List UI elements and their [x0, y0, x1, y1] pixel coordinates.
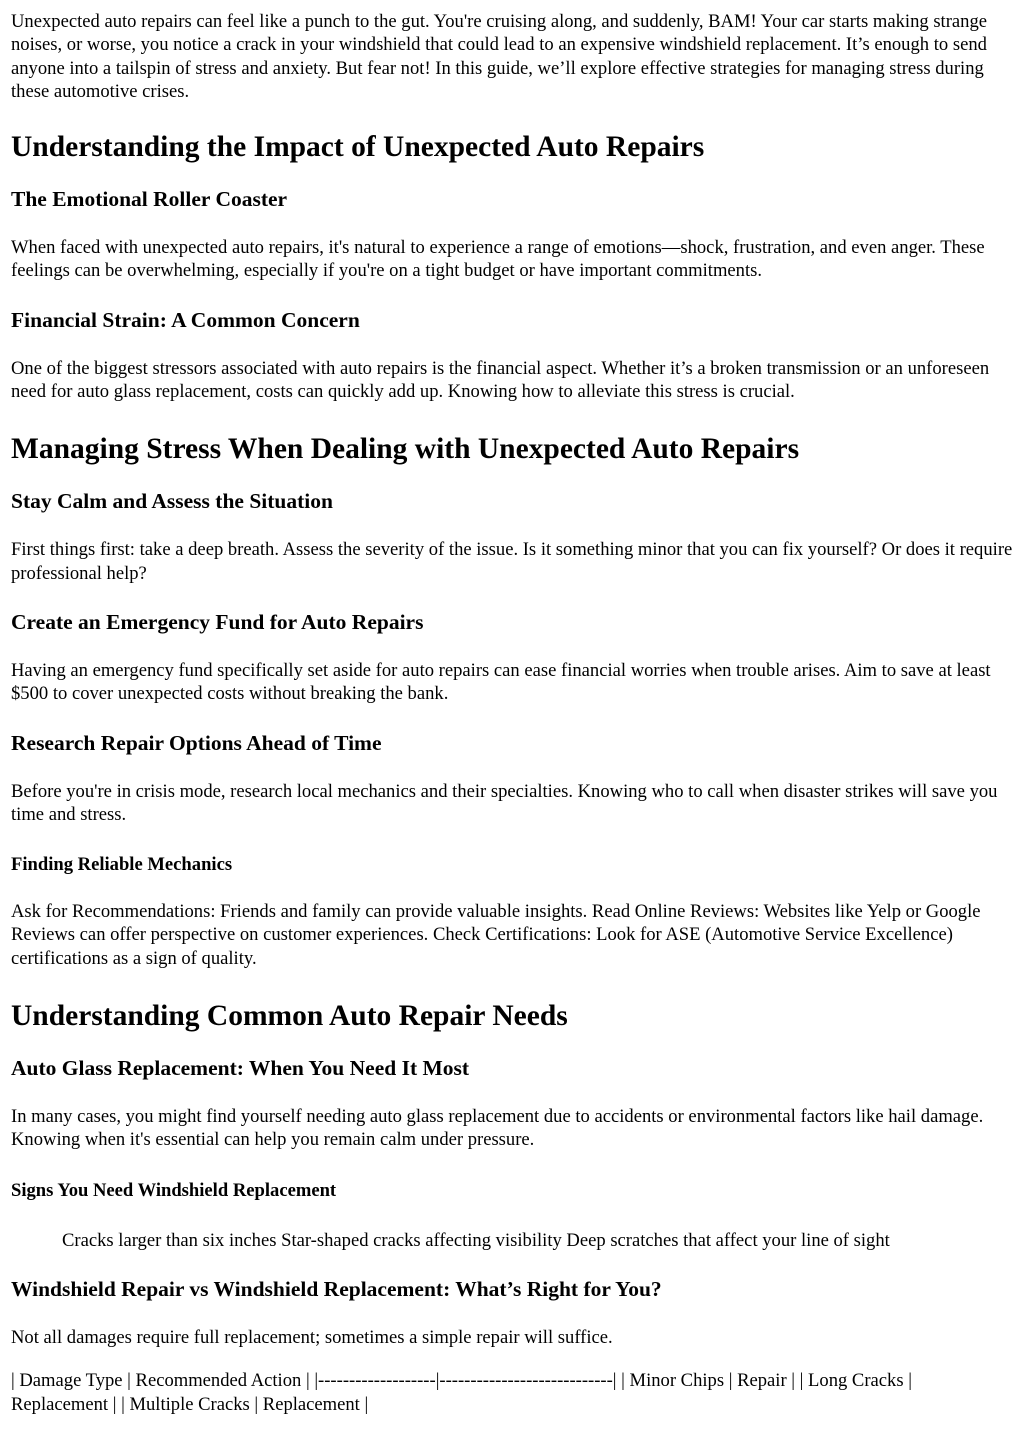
paragraph-stay-calm: First things first: take a deep breath. Assess the severity of the issue. Is it something minor that you can fix yourself? Or does it require professional help? [11, 539, 1013, 584]
subheading-emotional-roller-coaster: The Emotional Roller Coaster [11, 187, 288, 212]
section-heading-impact: Understanding the Impact of Unexpected Auto Repairs [11, 131, 705, 164]
subheading-signs-windshield-replacement: Signs You Need Windshield Replacement [11, 1179, 337, 1201]
paragraph-auto-glass-replacement: In many cases, you might find yourself needing auto glass replacement due to accidents or environmental factors like hail damage. Knowing when it's essential can help you remain calm under pressure. [11, 1106, 984, 1151]
subheading-emergency-fund: Create an Emergency Fund for Auto Repairs [11, 609, 424, 634]
subheading-repair-vs-replacement: Windshield Repair vs Windshield Replacement: What’s Right for You? [11, 1276, 662, 1301]
subheading-auto-glass-replacement: Auto Glass Replacement: When You Need It Most [11, 1056, 470, 1081]
section-heading-common-needs: Understanding Common Auto Repair Needs [11, 1000, 568, 1033]
signs-list: Cracks larger than six inches Star-shaped cracks affecting visibility Deep scratches that affect your line of sight [62, 1229, 890, 1251]
subheading-finding-reliable-mechanics: Finding Reliable Mechanics [11, 854, 233, 876]
paragraph-research-repair-options: Before you're in crisis mode, research local mechanics and their specialties. Knowing who to call when disaster strikes will save you time and stress. [11, 780, 998, 825]
paragraph-emergency-fund: Having an emergency fund specifically set aside for auto repairs can ease financial worries when trouble arises. Aim to save at least $500 to cover unexpected costs without breaking the bank. [11, 659, 991, 705]
section-heading-managing-stress: Managing Stress When Dealing with Unexpected Auto Repairs [11, 433, 800, 466]
paragraph-emotional-roller-coaster: When faced with unexpected auto repairs, it's natural to experience a range of emotions—shock, frustration, and even anger. These feelings can be overwhelming, especially if you're on a tight budget or have important commitments. [11, 237, 985, 282]
paragraph-financial-strain: One of the biggest stressors associated with auto repairs is the financial aspect. Whether it’s a broken transmission or an unforeseen need for auto glass replacement, costs can quickly add up. Knowing how to alleviate this stress is crucial. [11, 357, 990, 403]
markdown-table-text: | Damage Type | Recommended Action | |-------------------|----------------------------| | Minor Chips | Repair | | Long Cracks | Replacement | | Multiple Cracks | Replacement | [11, 1370, 912, 1415]
subheading-stay-calm: Stay Calm and Assess the Situation [11, 489, 333, 514]
paragraph-repair-vs-replacement: Not all damages require full replacement; sometimes a simple repair will suffice. [11, 1326, 613, 1348]
subheading-financial-strain: Financial Strain: A Common Concern [11, 307, 360, 332]
subheading-research-repair-options: Research Repair Options Ahead of Time [11, 730, 382, 755]
paragraph-finding-reliable-mechanics: Ask for Recommendations: Friends and family can provide valuable insights. Read Online Reviews: Websites like Yelp or Google Reviews can offer perspective on customer experiences. Check Certifications: Look for ASE (Automotive Service Excellence) certifications as a sign of quality. [11, 901, 981, 969]
intro-paragraph: Unexpected auto repairs can feel like a punch to the gut. You're cruising along, and suddenly, BAM! Your car starts making strange noises, or worse, you notice a crack in your windshield that could lead to an expensive windshield replacement. It’s enough to send anyone into a tailspin of stress and anxiety. But fear not! In this guide, we’ll explore effective strategies for managing stress during these automotive crises. [11, 11, 988, 102]
